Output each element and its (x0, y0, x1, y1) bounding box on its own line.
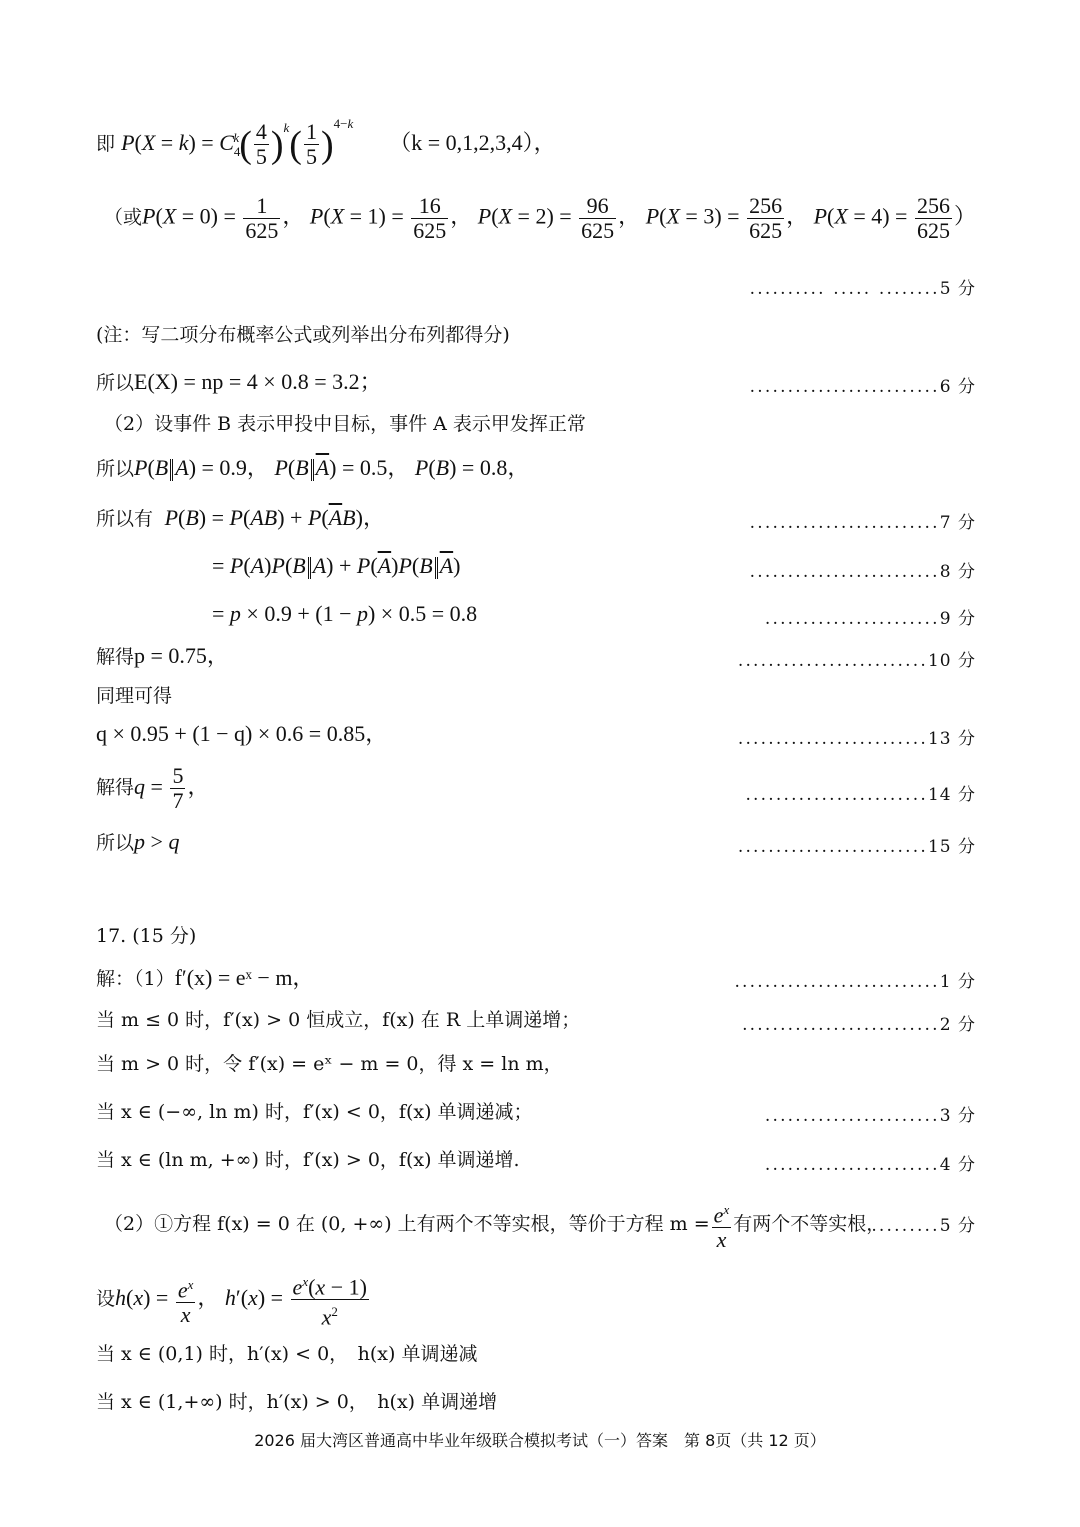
expectation-line: 所以E(X) = np = 4 × 0.8 = 3.2； (96, 369, 382, 394)
q17-h-decreasing: 当 x ∈ (0,1) 时，h′(x) < 0， h(x) 单调递减 (96, 1343, 478, 1365)
total-prob-line-1: 所以有 $P(B) = P(AB) + P(\overline{A}B)$， (96, 505, 385, 530)
distribution-list-line: （或P(X = 0) = $\frac{1}{625}$ ， P(X = 1) = $\frac{16}{625}$ ， P(X = 2) = $\frac{96}{625}$ ， P(X = 3) = $\frac{256}{625}$ ， P(X = 4) = $\frac{256}{625}$ ） (104, 193, 976, 243)
total-prob-line-3: = p × 0.9 + (1 − p) × 0.5 = 0.8 (212, 601, 478, 626)
page-footer: 2026 届大湾区普通高中毕业年级联合模拟考试（一）答案 第 8页（共 12 页） (254, 1431, 826, 1450)
note-line: (注：写二项分布概率公式或列举出分布列都得分) (96, 324, 510, 346)
q-equation-line: q × 0.95 + (1 − q) × 0.6 = 0.85， (96, 721, 388, 746)
k-range: （k = 0,1,2,3,4）， (389, 130, 556, 155)
q17-decreasing-interval: 当 x ∈ (−∞, ln m) 时，f′(x) < 0，f(x) 单调递减； (96, 1101, 533, 1123)
q17-title: 17. (15 分) (96, 925, 197, 947)
compare-line: 所以p > q (96, 829, 180, 854)
part2-intro: （2）设事件 B 表示甲投中目标，事件 A 表示甲发挥正常 (104, 413, 586, 435)
score-mark: ..........................2 分 (742, 1015, 976, 1035)
q17-derivative-line: 解：（1）f′(x) = eˣ − m， (96, 965, 315, 990)
solve-q-line: 解得q = $\frac{5}{7}$ ， (96, 763, 210, 813)
q17-h-definition-line: 设h(x) = $\frac{e^x}{x}$ ， h′(x) = $\frac{e^x(x - 1)}{x^2}$ (96, 1270, 371, 1330)
score-mark: .........................7 分 (749, 513, 976, 533)
score-mark: .......................4 分 (764, 1155, 976, 1175)
q17-increasing-interval: 当 x ∈ (ln m, +∞) 时，f′(x) > 0，f(x) 单调递增. (96, 1149, 520, 1171)
solve-p-line: 解得p = 0.75， (96, 643, 229, 668)
q17-case-m-positive: 当 m > 0 时，令 f′(x) = eˣ − m = 0，得 x = ln m， (96, 1053, 563, 1075)
score-mark: ...........................1 分 (734, 972, 976, 992)
score-mark: .......... ..... ........5 分 (749, 279, 976, 299)
line-prefix: 即 (96, 133, 116, 155)
total-prob-line-2: = P(A)P(B $A) + P(\overline{A})P(B$ $\overline{A}$) (212, 553, 461, 578)
score-mark: ........................14 分 (745, 785, 976, 805)
score-mark: .........5 分 (871, 1216, 976, 1236)
q17-case-m-nonpositive: 当 m ≤ 0 时，f′(x) > 0 恒成立，f(x) 在 R 上单调递增； (96, 1009, 581, 1031)
score-mark: .........................10 分 (737, 651, 976, 671)
similarly-line: 同理可得 (96, 685, 173, 707)
conditional-probs-line: 所以P(B A) = 0.9， P(B $\overline{A}) = 0.5$， P(B) = 0.8， (96, 455, 530, 480)
score-mark: .......................9 分 (764, 609, 976, 629)
score-mark: .........................6 分 (749, 377, 976, 397)
binomial-formula-line (96, 112, 556, 169)
score-mark: .........................15 分 (737, 837, 976, 857)
q17-h-increasing: 当 x ∈ (1,+∞) 时，h′(x) > 0， h(x) 单调递增 (96, 1391, 498, 1413)
score-mark: .........................8 分 (749, 562, 976, 582)
score-mark: .......................3 分 (764, 1106, 976, 1126)
q17-part2-line: （2）①方程 f(x) = 0 在 (0, +∞) 上有两个不等实根，等价于方程 m = $\frac{e^x}{x}$ 有两个不等实根， (104, 1198, 885, 1252)
score-mark: .........................13 分 (737, 729, 976, 749)
formula: $P(X = k) = C_4^k$( $\frac{4}{5}$ )$^k$( $\frac{1}{5}$ )$^{4-k}$ (121, 116, 354, 170)
